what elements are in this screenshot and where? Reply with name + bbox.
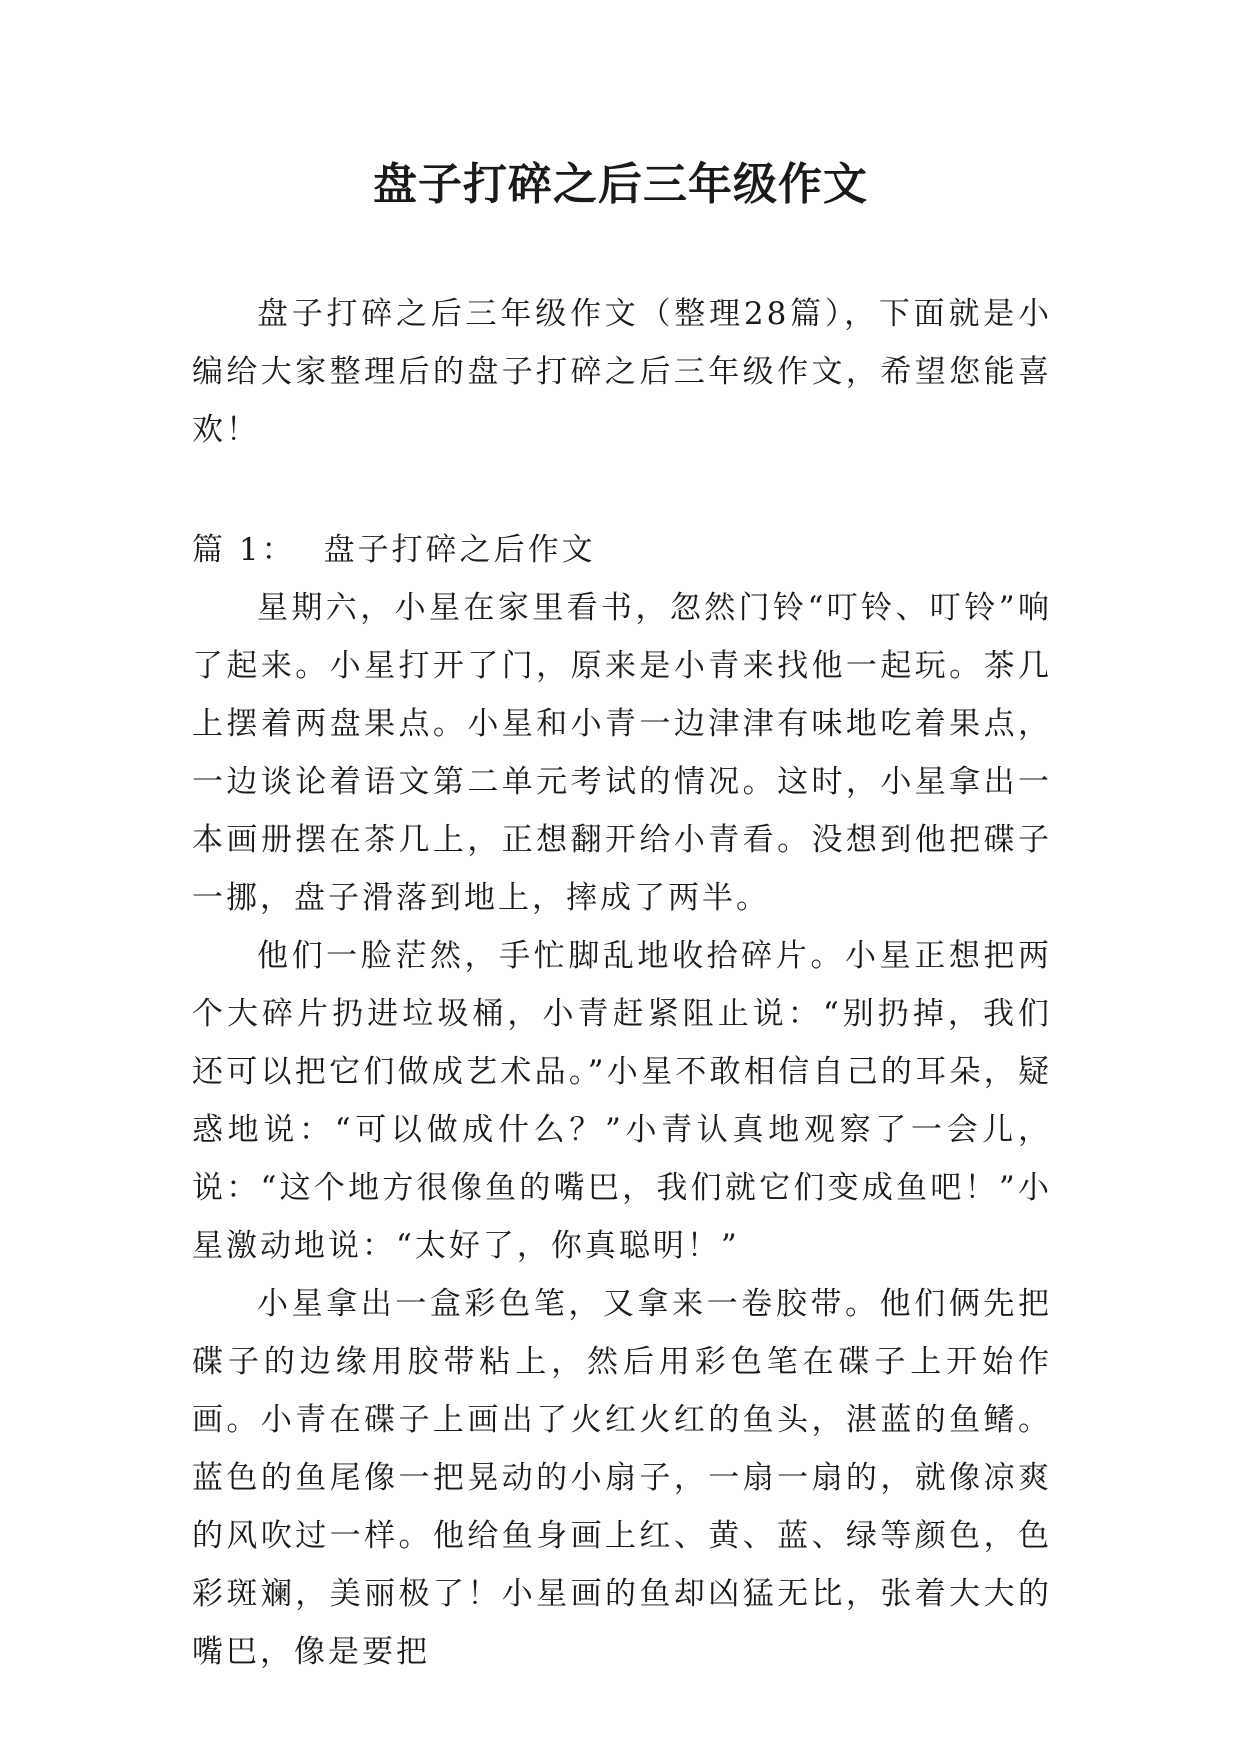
intro-paragraph: 盘子打碎之后三年级作文（整理28篇），下面就是小编给大家整理后的盘子打碎之后三年级作文，希望您能喜欢！: [192, 296, 1052, 448]
body-paragraph: 小星拿出一盒彩色笔，又拿来一卷胶带。他们俩先把碟子的边缘用胶带粘上，然后用彩色笔在碟子上开始作画。小青在碟子上画出了火红火红的鱼头，湛蓝的鱼鳍。蓝色的鱼尾像一把晃动的小扇子，一扇一扇的，就像凉爽的风吹过一样。他给鱼身画上红、黄、蓝、绿等颜色，色彩斑斓，美丽极了！小星画的鱼却凶猛无比，张着大大的嘴巴，像是要把: [192, 1286, 1052, 1670]
body-paragraph: 他们一脸茫然，手忙脚乱地收拾碎片。小星正想把两个大碎片扔进垃圾桶，小青赶紧阻止说：“别扔掉，我们还可以把它们做成艺术品。”小星不敢相信自己的耳朵，疑惑地说：“可以做成什么？”小青认真地观察了一会儿，说：“这个地方很像鱼的嘴巴，我们就它们变成鱼吧！”小星激动地说：“太好了，你真聪明！”: [192, 938, 1052, 1264]
document-body: [192, 285, 1052, 1681]
body-paragraph: 星期六，小星在家里看书，忽然门铃“叮铃、叮铃”响了起来。小星打开了门，原来是小青来找他一起玩。茶几上摆着两盘果点。小星和小青一边津津有味地吃着果点，一边谈论着语文第二单元考试的情况。这时，小星拿出一本画册摆在茶几上，正想翻开给小青看。没想到他把碟子一挪，盘子滑落到地上，摔成了两半。: [192, 590, 1052, 916]
section-title: 盘子打碎之后作文: [323, 532, 596, 568]
section-number: 篇 1：: [192, 532, 296, 568]
section-heading: [192, 521, 1052, 579]
document-title: 盘子打碎之后三年级作文: [373, 159, 868, 210]
